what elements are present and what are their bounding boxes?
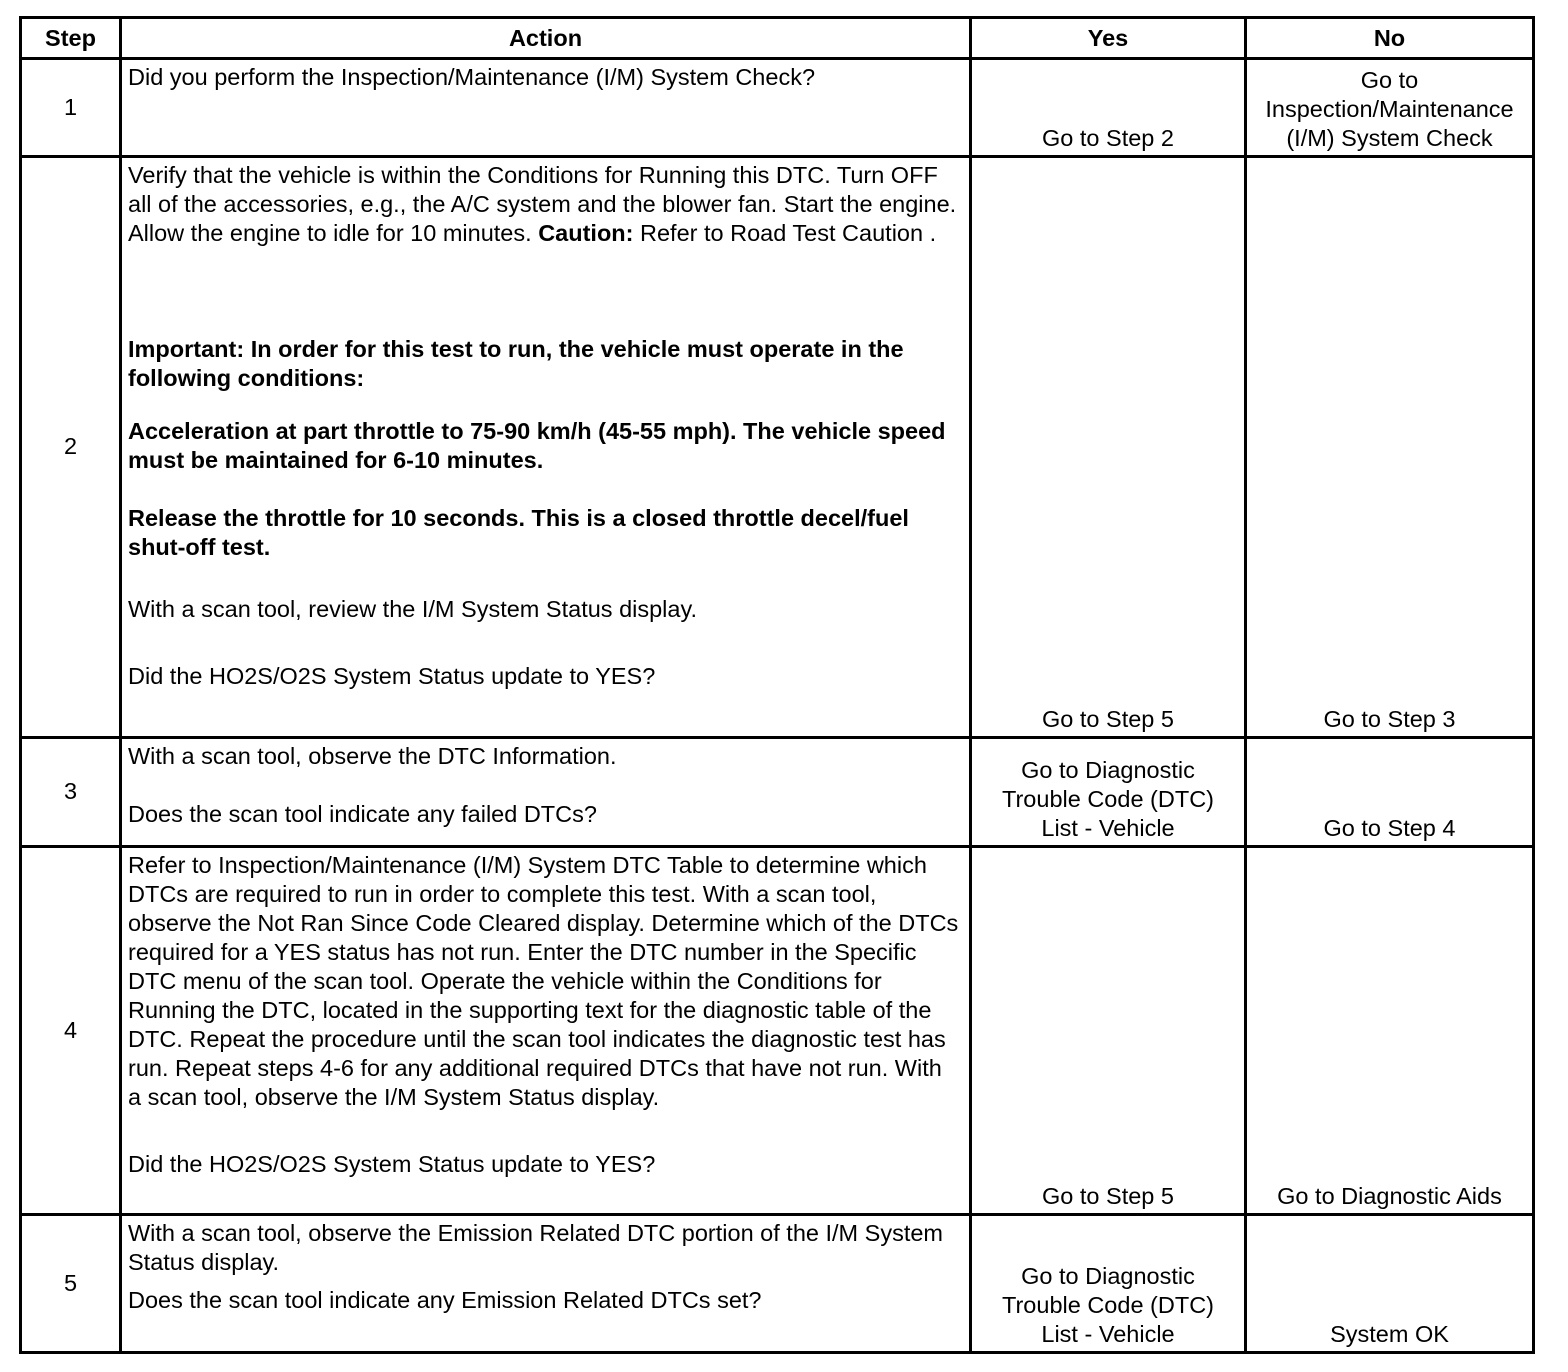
- action-text: With a scan tool, observe the Emission Related DTC portion of the I/M System Status display.: [128, 1219, 944, 1275]
- yes-line: List - Vehicle: [1041, 1321, 1175, 1347]
- yes-line: Go to Diagnostic: [1021, 1263, 1195, 1289]
- action-cell: [121, 157, 971, 737]
- step-number: 1: [21, 59, 121, 157]
- diagnostic-table: [19, 16, 1535, 1354]
- yes-line: Go to Diagnostic: [1021, 756, 1195, 783]
- header-action: Action: [121, 18, 971, 59]
- action-question: Did the HO2S/O2S System Status update to YES?: [128, 663, 656, 690]
- yes-link[interactable]: [971, 737, 1246, 846]
- yes-link[interactable]: Go to Step 2: [971, 59, 1246, 157]
- step-number: 2: [21, 157, 121, 737]
- yes-link[interactable]: Go to Step 5: [971, 157, 1246, 737]
- no-line: (I/M) System Check: [1286, 125, 1493, 151]
- yes-line: Trouble Code (DTC): [1002, 1292, 1214, 1318]
- no-link[interactable]: Go to Step 3: [1246, 157, 1534, 737]
- no-line: Go to: [1360, 67, 1419, 93]
- caution-reference[interactable]: Refer to Road Test Caution .: [640, 220, 937, 247]
- no-link[interactable]: System OK: [1246, 1214, 1534, 1352]
- table-row: [21, 737, 1534, 846]
- action-question: Does the scan tool indicate any failed DTCs?: [128, 800, 597, 827]
- table-row: [21, 1214, 1534, 1352]
- action-text: [128, 161, 961, 248]
- yes-link[interactable]: [971, 1214, 1246, 1352]
- action-cell: [121, 59, 971, 157]
- scan-instruction: With a scan tool, review the I/M System Status display.: [128, 596, 698, 623]
- header-step: Step: [21, 18, 121, 59]
- action-cell: [121, 846, 971, 1214]
- action-text: Refer to Inspection/Maintenance (I/M) System DTC Table to determine which DTCs are required to run in order to complete this test. With a scan tool, observe the Not Ran Since Code Cleared display. Determine which of the DTCs required for a YES status has not run. Enter the DTC number in the Specific DTC menu of the scan tool. Operate the vehicle within the Conditions for Running the DTC, located in the supporting text for the diagnostic table of the DTC. Repeat the procedure until the scan tool indicates the diagnostic test has run. Repeat steps 4-6 for any additional required DTCs that have not run. With a scan tool, observe the I/M System Status display.: [128, 851, 959, 1110]
- step-number: 3: [21, 737, 121, 846]
- table-row: [21, 846, 1534, 1214]
- yes-line: List - Vehicle: [1041, 814, 1175, 841]
- condition-accel: Acceleration at part throttle to 75-90 km/h (45-55 mph). The vehicle speed must be maintained for 6-10 minutes.: [128, 418, 946, 474]
- action-question: Did the HO2S/O2S System Status update to YES?: [128, 1150, 656, 1177]
- no-link[interactable]: [1246, 59, 1534, 157]
- condition-release: Release the throttle for 10 seconds. This is a closed throttle decel/fuel shut-off test.: [128, 505, 909, 561]
- step-number: 4: [21, 846, 121, 1214]
- no-line: Inspection/Maintenance: [1265, 96, 1514, 122]
- action-question: Did you perform the Inspection/Maintenance (I/M) System Check?: [128, 64, 816, 90]
- header-yes: Yes: [971, 18, 1246, 59]
- caution-label: Caution:: [538, 220, 634, 247]
- no-link[interactable]: Go to Step 4: [1246, 737, 1534, 846]
- action-cell: [121, 1214, 971, 1352]
- header-no: No: [1246, 18, 1534, 59]
- action-text: With a scan tool, observe the DTC Information.: [128, 742, 617, 769]
- yes-link[interactable]: Go to Step 5: [971, 846, 1246, 1214]
- action-text-body: Verify that the vehicle is within the Conditions for Running this DTC. Turn OFF all of the accessories, e.g., the A/C system and the blower fan. Start the engine. Allow the engine to idle for 10 minutes.: [128, 162, 957, 247]
- no-link[interactable]: Go to Diagnostic Aids: [1246, 846, 1534, 1214]
- action-cell: [121, 737, 971, 846]
- action-question: Does the scan tool indicate any Emission Related DTCs set?: [128, 1286, 762, 1313]
- table-row: [21, 157, 1534, 737]
- header-row: [21, 18, 1534, 59]
- yes-line: Trouble Code (DTC): [1002, 785, 1214, 812]
- important-note: Important: In order for this test to run, the vehicle must operate in the following conditions:: [128, 336, 904, 392]
- step-number: 5: [21, 1214, 121, 1352]
- table-row: [21, 59, 1534, 157]
